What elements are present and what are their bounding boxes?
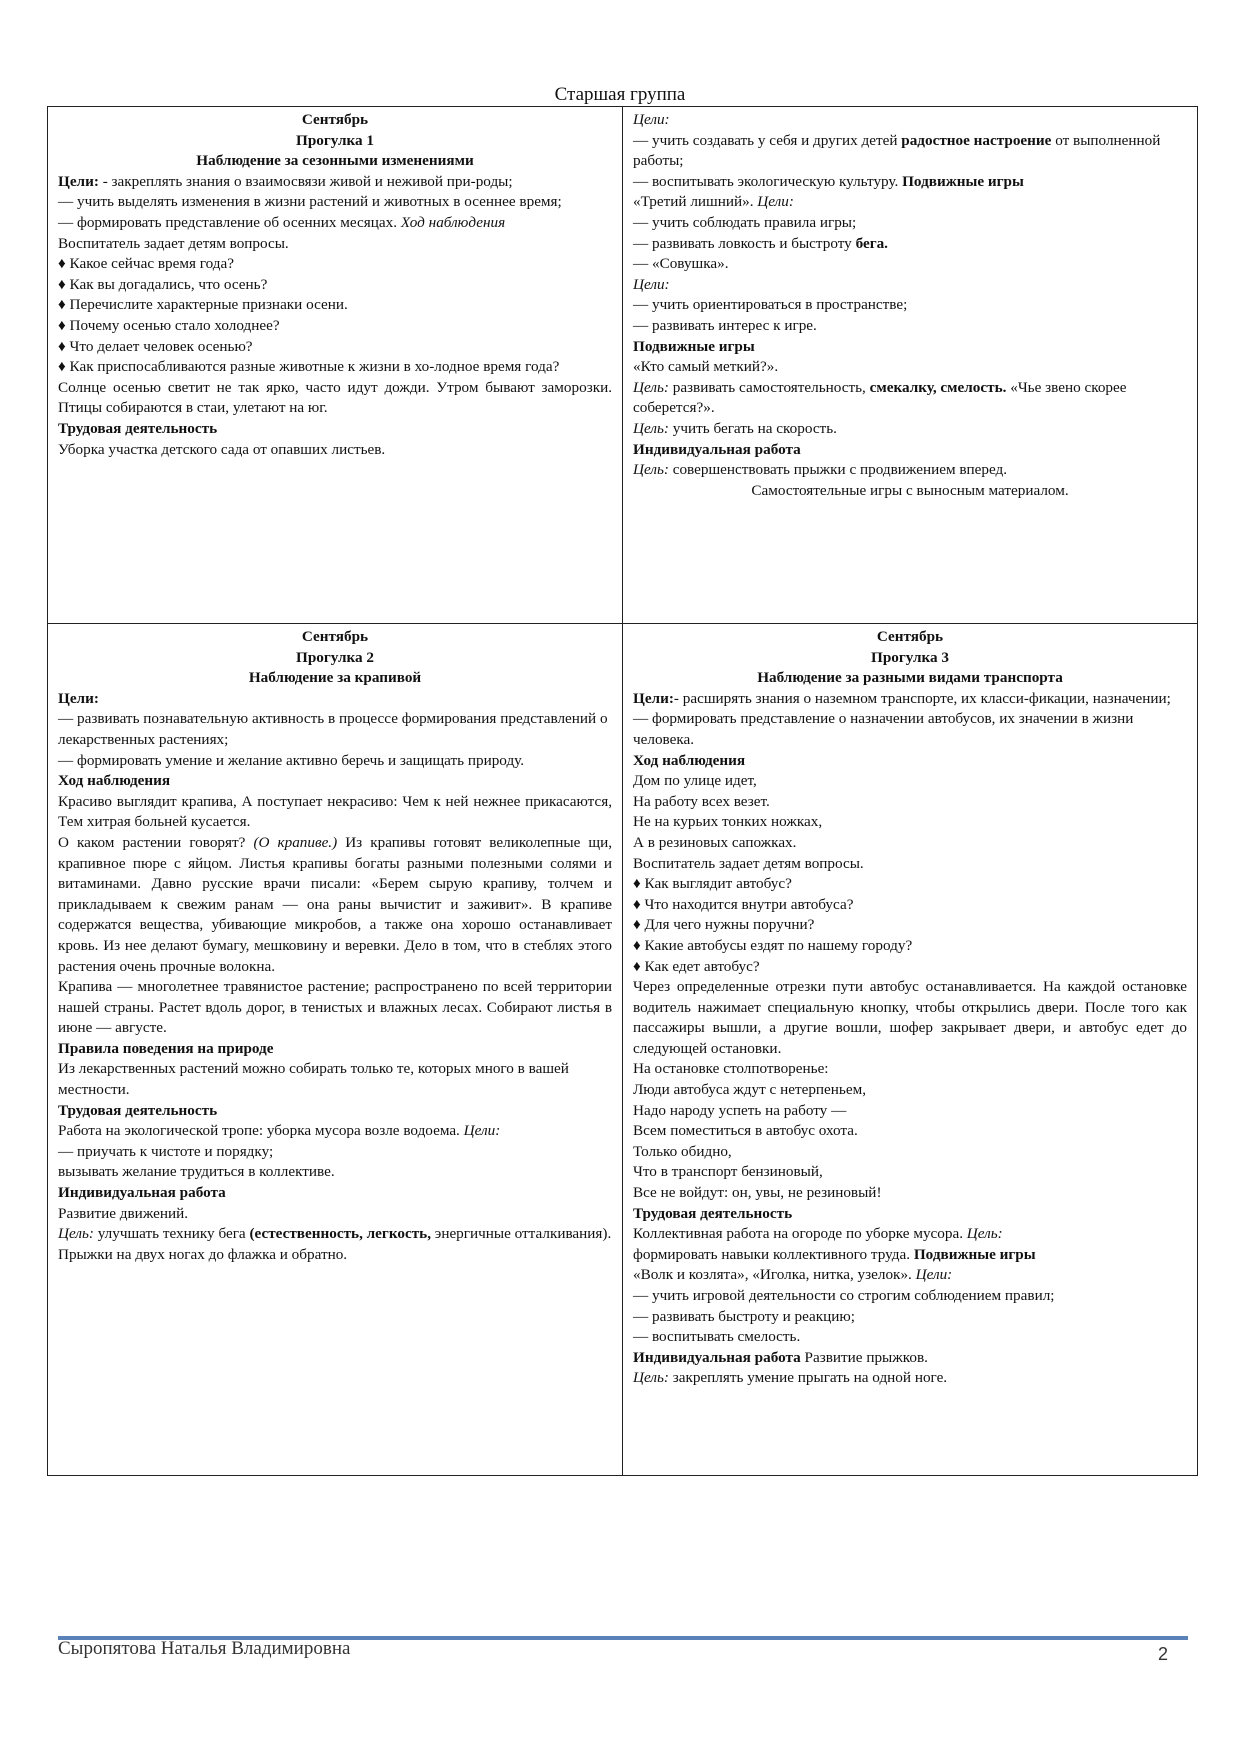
question-item: ♦ Как вы догадались, что осень? — [58, 275, 268, 293]
labor-text: Работа на экологической тропе: уборка мусора возле водоема. Цели: — [58, 1122, 501, 1140]
footer-author: Сыропятова Наталья Владимировна — [58, 1638, 351, 1659]
labor-text: Уборка участка детского сада от опавших листьев. — [58, 440, 386, 458]
labor-label: Трудовая деятельность — [633, 1204, 793, 1222]
goal-line: Цель: улучшать технику бега (естественность, легкость, энергичные отталкивания). — [58, 1225, 612, 1243]
poem-line: Что в транспорт бензиновый, — [633, 1163, 823, 1181]
poem-line: А в резиновых сапожках. — [633, 833, 797, 851]
poem-line: Надо народу успеть на работу — — [633, 1101, 847, 1119]
goals-label: Цели: — [633, 275, 670, 293]
cell-walk-1 — [48, 107, 623, 624]
rules-label: Правила поведения на природе — [58, 1039, 274, 1057]
poem-line: Дом по улице идет, — [633, 772, 757, 790]
question-item: ♦ Как едет автобус? — [633, 957, 760, 975]
individual-work-label: Индивидуальная работа — [58, 1184, 226, 1202]
goal-line: Цель: закреплять умение прыгать на одной ноге. — [633, 1369, 948, 1387]
individual-text: Прыжки на двух ногах до флажка и обратно. — [58, 1245, 348, 1263]
topic-heading: Наблюдение за крапивой — [248, 669, 422, 687]
goal-item: — развивать ловкость и быстроту бега. — [633, 234, 888, 252]
game-line: «Третий лишний». Цели: — [633, 193, 794, 211]
cell-walk-1-continued — [623, 107, 1198, 624]
goal-item: — формировать представление об осенних месяцах. Ход наблюдения — [58, 213, 506, 231]
poem-line: Всем поместиться в автобус охота. — [633, 1122, 858, 1140]
cell-walk-2 — [48, 624, 623, 1476]
goal-item: — развивать интерес к игре. — [633, 316, 817, 334]
observation-text: Солнце осенью светит не так ярко, часто идут дожди. Утром бывают заморозки. Птицы собираются в стаи, улетают на юг. — [58, 378, 612, 417]
page-number: 2 — [1158, 1644, 1169, 1664]
goals-label: Цели: — [58, 172, 99, 190]
poem-line: Не на курьих тонких ножках, — [633, 813, 823, 831]
question-item: ♦ Как выглядит автобус? — [633, 875, 792, 893]
individual-work-label: Индивидуальная работа — [633, 440, 801, 458]
month-heading: Сентябрь — [301, 111, 369, 128]
cell-walk-3 — [623, 624, 1198, 1476]
goal-item: — учить игровой деятельности со строгим соблюдением правил; — [633, 1287, 1055, 1304]
games-label: Подвижные игры — [633, 337, 755, 355]
question-item: ♦ Какое сейчас время года? — [58, 255, 234, 273]
goals-label: Цели: — [633, 111, 670, 128]
goal-item: — учить выделять изменения в жизни растений и животных в осеннее время; — [58, 193, 562, 211]
goal-item: — воспитывать экологическую культуру. Подвижные игры — [633, 172, 1024, 190]
labor-text: формировать навыки коллективного труда. Подвижные игры — [633, 1245, 1036, 1263]
course-label: Ход наблюдения — [58, 772, 171, 790]
goal-item: — учить ориентироваться в пространстве; — [633, 296, 908, 314]
goal-item: — приучать к чистоте и порядку; — [58, 1142, 274, 1160]
intro-text: Воспитатель задает детям вопросы. — [58, 234, 289, 252]
labor-text: Коллективная работа на огороде по уборке мусора. Цель: — [633, 1225, 1003, 1243]
course-label: Ход наблюдения — [633, 751, 746, 769]
intro-text: Воспитатель задает детям вопросы. — [633, 854, 864, 872]
game-line: «Волк и козлята», «Иголка, нитка, узелок». Цели: — [633, 1266, 953, 1284]
poem-line: На работу всех везет. — [633, 792, 770, 810]
observation-text: О каком растении говорят? (О крапиве.) Из крапивы готовят великолепные щи, крапивное пюре с яйцом. Листья крапивы богаты разными полезными солями и витаминами. Давно русские врачи писали: «Берем сырую крапиву, толчем и прикладываем к свежим ранам — она раны вычистит и заживит». В крапиве содержатся вещества, убивающие микробов, а также она хорошо останавливает кровь. Из нее делают бумагу, мешковину и веревки. Дело в том, что в стеблях этого растения очень прочные волокна. — [58, 833, 613, 975]
month-heading: Сентябрь — [301, 628, 369, 645]
goal-item: — развивать быстроту и реакцию; — [633, 1307, 855, 1325]
walk-heading: Прогулка 2 — [296, 648, 374, 666]
goal-item: — учить соблюдать правила игры; — [633, 213, 857, 231]
question-item: ♦ Для чего нужны поручни? — [633, 916, 815, 934]
topic-heading: Наблюдение за разными видами транспорта — [757, 669, 1063, 687]
poem-line: Только обидно, — [633, 1142, 732, 1160]
goal-item: — развивать познавательную активность в процессе формирования представлений о лекарственных растениях; — [58, 710, 608, 748]
game-line: — «Совушка». — [633, 255, 729, 273]
walk-heading: Прогулка 1 — [296, 131, 374, 149]
month-heading: Сентябрь — [876, 628, 944, 645]
labor-label: Трудовая деятельность — [58, 1101, 218, 1119]
goal-line: Цель: развивать самостоятельность, смекалку, смелость. «Чье звено скорее соберется?». — [633, 378, 1127, 417]
goal-item: — учить создавать у себя и других детей радостное настроение от выполненной работы; — [633, 131, 1161, 170]
question-item: ♦ Перечислите характерные признаки осени. — [58, 296, 348, 314]
goal-item: вызывать желание трудиться в коллективе. — [58, 1163, 335, 1181]
topic-heading: Наблюдение за сезонными изменениями — [196, 152, 474, 170]
goals-line: Цели:- расширять знания о наземном транспорте, их класси-фикации, назначении; — [633, 689, 1171, 707]
individual-text: Развитие движений. — [58, 1204, 189, 1222]
walk-heading: Прогулка 3 — [871, 648, 949, 666]
goal-line: Цель: учить бегать на скорость. — [633, 419, 837, 437]
question-item: ♦ Что находится внутри автобуса? — [633, 895, 854, 913]
rules-text: Из лекарственных растений можно собирать только те, которых много в вашей местности. — [58, 1060, 569, 1099]
poem-text: Красиво выглядит крапива, А поступает некрасиво: Чем к ней нежнее прикасаются, Тем хитрая больней кусается. — [58, 792, 612, 831]
poem-line: Все не войдут: он, увы, не резиновый! — [633, 1184, 882, 1202]
game-line: «Кто самый меткий?». — [633, 358, 779, 376]
goal-line: Цель: совершенствовать прыжки с продвижением вперед. — [633, 461, 1008, 479]
individual-line: Индивидуальная работа Развитие прыжков. — [633, 1348, 928, 1366]
goal-item: — формировать представление о назначении автобусов, их значении в жизни человека. — [633, 710, 1134, 748]
goals-label: Цели: — [633, 689, 674, 707]
plan-table — [47, 106, 1198, 1476]
labor-label: Трудовая деятельность — [58, 419, 218, 437]
course-label: Ход наблюдения — [400, 213, 506, 231]
goal-item: — воспитывать смелость. — [633, 1328, 801, 1346]
question-item: ♦ Почему осенью стало холоднее? — [58, 316, 280, 334]
poem-line: Люди автобуса ждут с нетерпеньем, — [633, 1081, 866, 1099]
question-item: ♦ Что делает человек осенью? — [58, 337, 253, 355]
poem-line: На остановке столпотворенье: — [633, 1060, 829, 1078]
observation-text: Через определенные отрезки пути автобус останавливается. На каждой остановке водитель нажимает специальную кнопку, чтобы открылись двери. После того как пассажиры вышли, а другие вошли, шофер закрывает двери, и автобус едет до следующей остановки. — [633, 978, 1187, 1057]
observation-text: Крапива — многолетнее травянистое растение; распространено по всей территории нашей страны. Растет вдоль дорог, в тенистых и влажных лесах. Собирают листья в июне — августе. — [58, 978, 612, 1037]
goal-item: — формировать умение и желание активно беречь и защищать природу. — [58, 751, 525, 769]
goals-line: Цели: - закреплять знания о взаимосвязи живой и неживой при-роды; — [58, 172, 513, 190]
question-item: ♦ Как приспосабливаются разные животные к жизни в хо-лодное время года? — [58, 358, 560, 376]
page-title: Старшая группа — [554, 84, 686, 105]
question-item: ♦ Какие автобусы ездят по нашему городу? — [633, 936, 913, 954]
free-play-text: Самостоятельные игры с выносным материалом. — [751, 481, 1069, 499]
goals-label: Цели: — [58, 689, 99, 707]
